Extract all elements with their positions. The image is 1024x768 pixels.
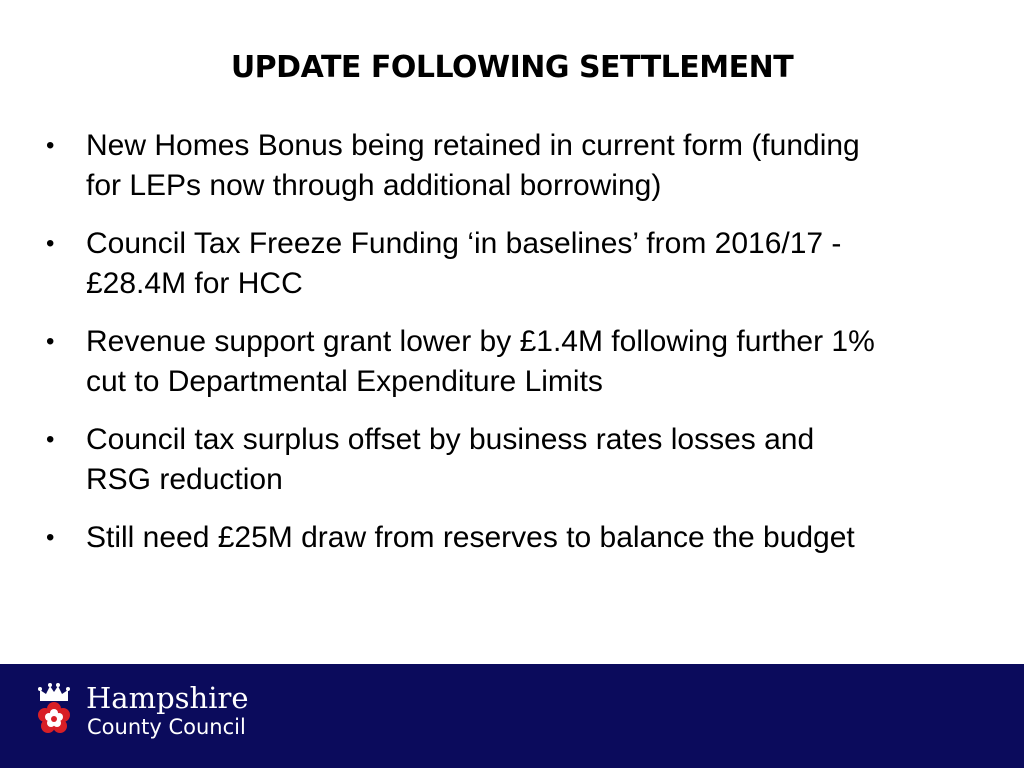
bullet-item	[46, 420, 996, 500]
bullet-icon: •	[46, 524, 55, 551]
logo-subtitle: County Council	[87, 715, 246, 739]
bullet-text-line: Revenue support grant lower by £1.4M following further 1%	[86, 325, 875, 358]
bullet-text-line: Still need £25M draw from reserves to balance the budget	[86, 521, 855, 554]
slide-title: UPDATE FOLLOWING SETTLEMENT	[230, 50, 794, 85]
bullet-text-line: Council Tax Freeze Funding ‘in baselines’ from 2016/17 -	[86, 227, 842, 260]
bullet-text-line: cut to Departmental Expenditure Limits	[86, 365, 603, 398]
logo-name: Hampshire	[86, 681, 249, 715]
bullet-text-line: New Homes Bonus being retained in current form (funding	[86, 129, 860, 162]
bullet-icon: •	[46, 230, 55, 257]
bullet-text-line: for LEPs now through additional borrowing)	[86, 169, 662, 202]
bullet-icon: •	[46, 328, 55, 355]
bullet-text-line: RSG reduction	[86, 463, 283, 496]
bullet-list	[46, 126, 996, 576]
bullet-icon: •	[46, 426, 55, 453]
bullet-item	[46, 224, 996, 304]
bullet-text-line: Council tax surplus offset by business rates losses and	[86, 423, 815, 456]
bullet-item	[46, 126, 996, 206]
bullet-text-line: £28.4M for HCC	[86, 267, 303, 300]
bullet-icon: •	[46, 132, 55, 159]
bullet-item	[46, 518, 996, 558]
rose-crown-crest-icon	[34, 682, 74, 738]
hampshire-logo	[34, 682, 254, 746]
bullet-item	[46, 322, 996, 402]
